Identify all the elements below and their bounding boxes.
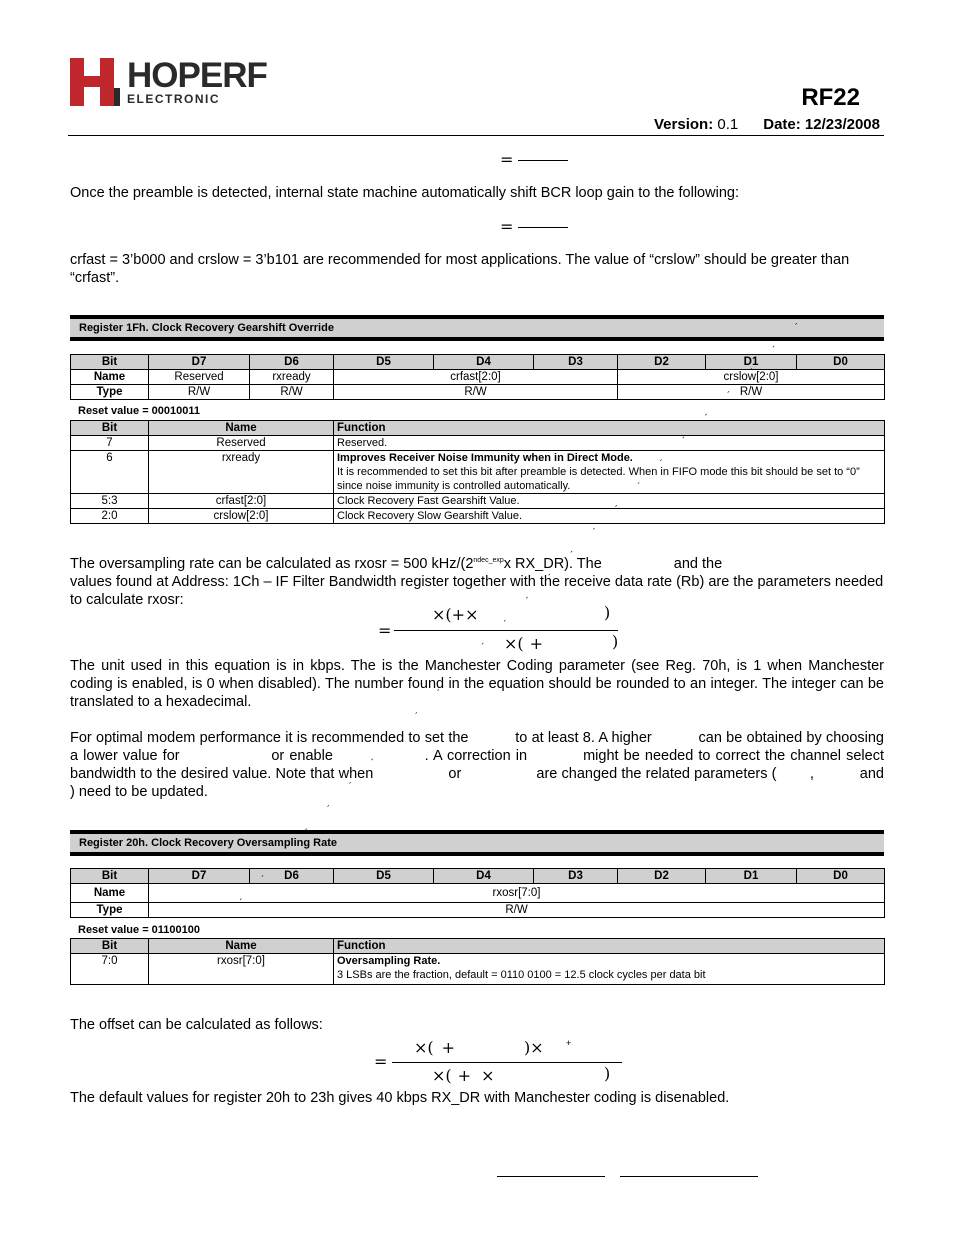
- bit-header-cell: Bit: [71, 355, 149, 370]
- function-title: Improves Receiver Noise Immunity when in Direct Mode.: [337, 452, 633, 464]
- bit-header-cell: D5: [334, 355, 434, 370]
- eq-lparen: (: [427, 1038, 434, 1057]
- eq-plus: +: [441, 1038, 456, 1057]
- eq-rparen: ): [524, 1038, 531, 1057]
- bit-cell: 5:3: [71, 494, 149, 509]
- eq-plus: +: [457, 1066, 472, 1085]
- oversampling-text-4: values found at Address: 1Ch – IF Filter Bandwidth register together with the receive data rate (Rb) are the parameters needed to calculate rxosr:: [70, 573, 884, 608]
- date-label: Date:: [763, 116, 801, 133]
- equation-4-exponent-plus: +: [566, 1038, 572, 1048]
- equation-4-equals: =: [374, 1052, 388, 1071]
- equation-4-denominator: [432, 1066, 494, 1085]
- type-cell: R/W: [149, 903, 885, 918]
- function-title: Oversampling Rate.: [337, 955, 441, 967]
- paragraph-optimal: For optimal modem performance it is recommended to set the to at least 8. A higher can be obtained by choosing a lower value for or enable . A correction in might be needed to correct the channel select bandwidth to the desired value. Note that when or are changed the related parameters ( , and ) need to be updated.: [70, 730, 925, 800]
- type-label-cell: Type: [71, 385, 149, 400]
- register-20-function-table: [70, 938, 885, 985]
- function-description: 3 LSBs are the fraction, default = 0110 0100 = 12.5 clock cycles per data bit: [337, 969, 706, 981]
- name-cell: rxosr[7:0]: [149, 954, 334, 985]
- bit-header-cell: D6: [250, 869, 334, 884]
- bit-header-cell: D7: [149, 355, 250, 370]
- date-value: 12/23/2008: [804, 116, 880, 133]
- version-label: Version:: [654, 116, 714, 133]
- equation-1-equals: =: [500, 150, 514, 169]
- logo-subtext: ELECTRONIC: [127, 92, 220, 106]
- equation-4-denominator-rparen: ): [604, 1064, 611, 1083]
- register-20-title: Register 20h. Clock Recovery Oversampling Rate: [79, 837, 337, 849]
- name-cell: Reserved: [149, 436, 334, 451]
- function-header-row: [71, 939, 885, 954]
- bit-cell: 2:0: [71, 509, 149, 524]
- function-header-cell: Name: [149, 939, 334, 954]
- register-1f-reset-value: Reset value = 00010011: [78, 405, 201, 417]
- bit-header-cell: D5: [334, 869, 434, 884]
- bit-cell: 7:0: [71, 954, 149, 985]
- bit-header-cell: D4: [434, 355, 534, 370]
- bit-header-cell: D1: [706, 355, 797, 370]
- name-cell: rxready: [250, 370, 334, 385]
- type-cell: R/W: [334, 385, 618, 400]
- logo-text: HOPERF: [127, 56, 267, 95]
- paragraph-crfast: crfast = 3’b000 and crslow = 3’b101 are recommended for most applications. The value of “crslow” should be greater than “crfast”.: [70, 252, 850, 286]
- eq-lparen: (: [445, 1066, 452, 1085]
- name-cell: crslow[2:0]: [149, 509, 334, 524]
- eq-lparen: (: [445, 605, 452, 624]
- eq-plus: +: [451, 605, 466, 624]
- equation-2-fraction-line: [518, 227, 568, 228]
- paragraph-preamble: Once the preamble is detected, internal state machine automatically shift BCR loop gain to the following:: [70, 185, 739, 201]
- equation-4-numerator: [414, 1038, 455, 1057]
- bit-header-cell: D2: [618, 869, 706, 884]
- eq-times: ×: [530, 1038, 544, 1057]
- header-rule: [68, 135, 884, 136]
- oversampling-superscript: ndec_exp: [473, 557, 504, 564]
- type-cell: R/W: [618, 385, 885, 400]
- bit-header-cell: D2: [618, 355, 706, 370]
- oversampling-text-1: The oversampling rate can be calculated as rxosr = 500 kHz/(2: [70, 555, 474, 572]
- footer-rule-left: [497, 1176, 605, 1177]
- oversampling-text-3: and the: [673, 555, 723, 572]
- function-header-cell: Bit: [71, 939, 149, 954]
- eq-times: ×: [432, 1066, 446, 1085]
- eq-lparen: (: [517, 634, 524, 653]
- oversampling-text-2: x RX_DR). The: [503, 555, 602, 572]
- watermark-icon: [180, 300, 830, 940]
- equation-3-denominator-rparen: ): [612, 632, 619, 651]
- function-title: Reserved.: [334, 436, 885, 451]
- eq-times: ×: [414, 1038, 428, 1057]
- function-header-cell: Function: [334, 939, 885, 954]
- equation-4-fraction-line: [392, 1062, 622, 1063]
- version-value: 0.1: [717, 116, 739, 133]
- table-row: [71, 954, 885, 985]
- bit-header-cell: D7: [149, 869, 250, 884]
- function-title: Clock Recovery Slow Gearshift Value.: [334, 509, 885, 524]
- name-cell: crfast[2:0]: [149, 494, 334, 509]
- bit-header-cell: D3: [534, 869, 618, 884]
- function-description: It is recommended to set this bit after preamble is detected. When in FIFO mode this bit should be set to “0” since noise immunity is controlled automatically.: [337, 466, 860, 492]
- equation-1-fraction-line: [518, 160, 568, 161]
- hoperf-logo-icon: [70, 58, 120, 106]
- bit-header-cell: D3: [534, 355, 618, 370]
- paragraph-offset: The offset can be calculated as follows:: [70, 1017, 323, 1033]
- paragraph-units: The unit used in this equation is in kbps. The is the Manchester Coding parameter (see Reg. 70h, is 1 when Manchester coding is enabled, is 0 when disabled). The number found in the equation should be rounded to an integer. The integer can be translated to a hexadecimal.: [70, 658, 884, 710]
- bit-header-cell: D0: [797, 869, 885, 884]
- equation-4-numerator-right: [524, 1038, 544, 1057]
- bit-header-cell: D1: [706, 869, 797, 884]
- function-header-cell: Function: [334, 421, 885, 436]
- bit-header-cell: D0: [797, 355, 885, 370]
- eq-plus: +: [529, 634, 544, 653]
- bit-cell: 7: [71, 436, 149, 451]
- name-cell: rxready: [149, 451, 334, 494]
- register-1f-title: Register 1Fh. Clock Recovery Gearshift Override: [79, 322, 334, 334]
- name-cell: rxosr[7:0]: [149, 884, 885, 903]
- name-label-cell: Name: [71, 884, 149, 903]
- eq-times: ×: [465, 605, 479, 624]
- bit-header-cell: D4: [434, 869, 534, 884]
- function-header-cell: Name: [149, 421, 334, 436]
- model-title: RF22: [801, 84, 860, 111]
- equation-3-equals: =: [378, 621, 392, 640]
- eq-times: ×: [504, 634, 518, 653]
- equation-3-numerator-rparen: ): [604, 603, 611, 622]
- version-date-line: [654, 116, 880, 133]
- footer-rule-right: [620, 1176, 758, 1177]
- paragraph-default: The default values for register 20h to 23h gives 40 kbps RX_DR with Manchester coding is disenabled.: [70, 1090, 730, 1106]
- type-label-cell: Type: [71, 903, 149, 918]
- type-cell: R/W: [149, 385, 250, 400]
- eq-times: ×: [432, 605, 446, 624]
- name-cell: crslow[2:0]: [618, 370, 885, 385]
- bit-cell: 6: [71, 451, 149, 494]
- bit-header-cell: D6: [250, 355, 334, 370]
- equation-2-equals: =: [500, 217, 514, 236]
- function-header-cell: Bit: [71, 421, 149, 436]
- name-label-cell: Name: [71, 370, 149, 385]
- register-20-reset-value: Reset value = 01100100: [78, 924, 201, 936]
- name-cell: Reserved: [149, 370, 250, 385]
- type-cell: R/W: [250, 385, 334, 400]
- name-cell: crfast[2:0]: [334, 370, 618, 385]
- eq-times: ×: [481, 1066, 495, 1085]
- function-cell: [334, 954, 885, 985]
- bit-header-cell: Bit: [71, 869, 149, 884]
- function-title: Clock Recovery Fast Gearshift Value.: [334, 494, 885, 509]
